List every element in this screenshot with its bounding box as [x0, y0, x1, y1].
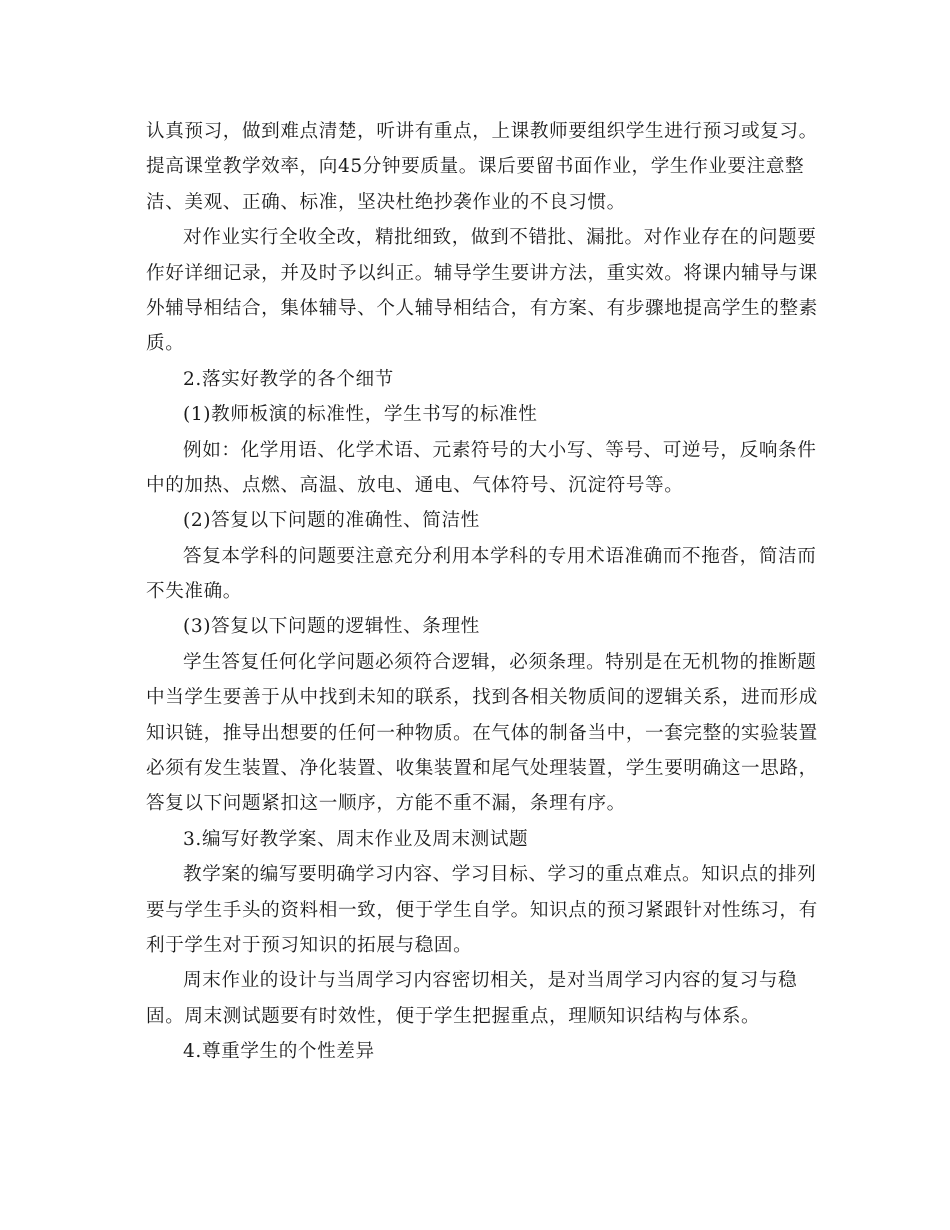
text-line: (2)答复以下问题的准确性、简洁性 — [183, 510, 480, 532]
text-line: 周末作业的设计与当周学习内容密切相关，是对当周学习内容的复习与稳 — [183, 970, 798, 992]
text-line: 外辅导相结合，集体辅导、个人辅导相结合，有方案、有步骤地提高学生的整素 — [146, 297, 818, 319]
text-line: 学生答复任何化学问题必须符合逻辑，必须条理。特别是在无机物的推断题 — [183, 651, 817, 673]
paragraph — [146, 433, 817, 504]
text-line: 中当学生要善于从中找到未知的联系，找到各相关物质间的逻辑关系，进而形成 — [146, 687, 818, 709]
text-line: 要与学生手头的资料相一致，便于学生自学。知识点的预习紧跟针对性练习，有 — [146, 899, 818, 921]
section-heading — [146, 503, 806, 538]
text-line: 不失准确。 — [146, 581, 242, 603]
paragraph — [146, 963, 806, 1034]
text-line: 对作业实行全收全改，精批细致，做到不错批、漏批。对作业存在的问题要 — [183, 227, 817, 249]
document-body — [146, 114, 818, 1070]
text-line: 2.落实好教学的各个细节 — [183, 368, 394, 390]
paragraph — [146, 114, 818, 220]
text-line: 质。 — [146, 333, 185, 355]
text-line: 知识链，推导出想要的任何一种物质。在气体的制备当中，一套完整的实验装置 — [146, 722, 818, 744]
paragraph — [146, 645, 818, 822]
section-heading — [146, 609, 806, 644]
text-line: 例如：化学用语、化学术语、元素符号的大小写、等号、可逆号，反响条件 — [183, 439, 817, 461]
text-line: 提高课堂教学效率，向45分钟要质量。课后要留书面作业，学生作业要注意整 — [146, 156, 805, 178]
text-line: 利于学生对于预习知识的拓展与稳固。 — [146, 934, 473, 956]
text-line: (1)教师板演的标准性，学生书写的标准性 — [183, 404, 538, 426]
text-line: 教学案的编写要明确学习内容、学习目标、学习的重点难点。知识点的排列 — [183, 864, 817, 886]
text-line: 必须有发生装置、净化装置、收集装置和尾气处理装置，学生要明确这一思路， — [146, 758, 818, 780]
paragraph — [146, 857, 818, 963]
text-line: 4.尊重学生的个性差异 — [183, 1041, 375, 1063]
text-line: 作好详细记录，并及时予以纠正。辅导学生要讲方法，重实效。将课内辅导与课 — [146, 262, 818, 284]
text-line: 3.编写好教学案、周末作业及周末测试题 — [183, 828, 529, 850]
section-heading — [146, 397, 806, 432]
paragraph — [146, 220, 818, 362]
text-line: (3)答复以下问题的逻辑性、条理性 — [183, 616, 480, 638]
text-line: 洁、美观、正确、标准，坚决杜绝抄袭作业的不良习惯。 — [146, 191, 626, 213]
text-line: 答复本学科的问题要注意充分利用本学科的专用术语准确而不拖沓，简洁而 — [183, 545, 817, 567]
section-heading — [146, 822, 806, 857]
text-line: 中的加热、点燃、高温、放电、通电、气体符号、沉淀符号等。 — [146, 474, 684, 496]
section-heading — [146, 1034, 806, 1069]
text-line: 认真预习，做到难点清楚，听讲有重点，上课教师要组织学生进行预习或复习。 — [146, 121, 818, 142]
paragraph — [146, 539, 817, 610]
text-line: 固。周末测试题要有时效性，便于学生把握重点，理顺知识结构与体系。 — [146, 1005, 761, 1027]
text-line: 答复以下问题紧扣这一顺序，方能不重不漏，条理有序。 — [146, 793, 626, 815]
section-heading — [146, 362, 806, 397]
